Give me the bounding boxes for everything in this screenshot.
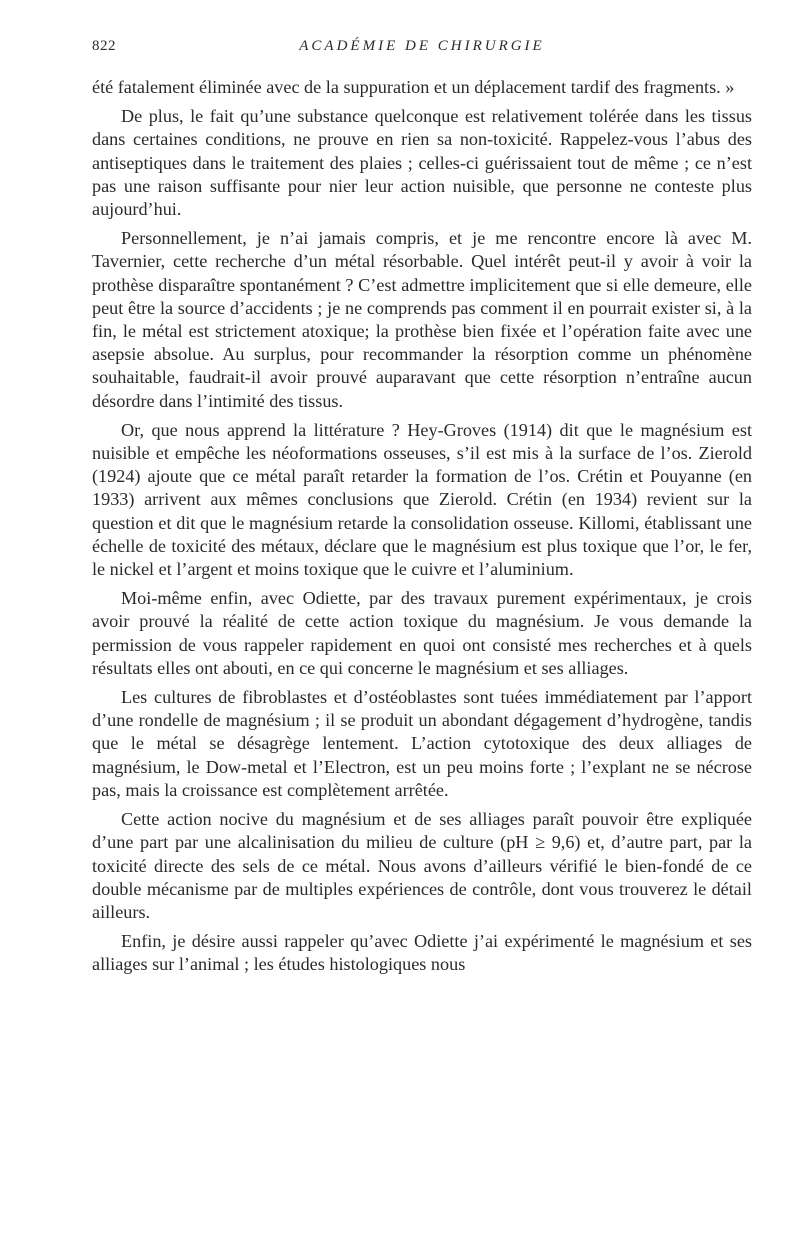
page-number: 822 (92, 38, 116, 54)
paragraph-truncated: Enfin, je désire aussi rappeler qu’avec Odiette j’ai expérimenté le magnésium et ses alliages sur l’animal ; les études histologiques nous (92, 931, 752, 975)
paragraph: De plus, le fait qu’une substance quelconque est relativement tolérée dans les tissus dans certaines conditions, ne prouve en rien sa non-toxicité. Rappelez-vous l’abus des antiseptiques dans le traitement des plaies ; celles-ci guérissaient tout de même ; ce n’est pas une raison suffisante pour nier leur action nuisible, que personne ne conteste plus aujourd’hui. (92, 106, 752, 220)
document-page (92, 38, 752, 983)
paragraph: Personnellement, je n’ai jamais compris, et je me rencontre encore là avec M. Tavernier, cette recherche d’un métal résorbable. Quel intérêt peut-il y avoir à voir la prothèse disparaître spontanément ? C’est admettre implicitement que si elle demeure, elle peut être la source d’accidents ; je ne comprends pas comment il en pourrait exister si, à la fin, le métal est strictement atoxique; la prothèse bien fixée et l’opération faite avec une asepsie absolue. Au surplus, pour recommander la résorption comme un phénomène souhaitable, faudrait-il avoir prouvé auparavant que cette résorption n’entraîne aucun désordre dans l’intimité des tissus. (92, 228, 752, 411)
page-header (92, 38, 752, 62)
paragraph: Cette action nocive du magnésium et de ses alliages paraît pouvoir être expliquée d’une part par une alcalinisation du milieu de culture (pH ≥ 9,6) et, d’autre part, par la toxicité directe des sels de ce métal. Nous avons d’ailleurs vérifié le bien-fondé de ce double mécanisme par de multiples expériences de contrôle, dont vous trouverez le détail ailleurs. (92, 809, 752, 922)
paragraph-continuation: été fatalement éliminée avec de la suppuration et un déplacement tardif des fragments. » (92, 77, 735, 97)
paragraph: Les cultures de fibroblastes et d’ostéoblastes sont tuées immédiatement par l’apport d’une rondelle de magnésium ; il se produit un abondant dégagement d’hydrogène, tandis que le métal se désagrège lentement. L’action cytotoxique des deux alliages de magnésium, le Dow-metal et l’Electron, est un peu moins forte ; l’explant ne se nécrose pas, mais la croissance est complètement arrêtée. (92, 687, 752, 800)
paragraph: Moi-même enfin, avec Odiette, par des travaux purement expérimentaux, je crois avoir prouvé la réalité de cette action toxique du magnésium. Je vous demande la permission de vous rappeler rapidement en quoi ont consisté mes recherches et à quels résultats elles ont abouti, en ce qui concerne le magnésium et ses alliages. (92, 588, 752, 678)
running-title: ACADÉMIE DE CHIRURGIE (299, 38, 545, 54)
paragraph: Or, que nous apprend la littérature ? Hey-Groves (1914) dit que le magnésium est nuisible et empêche les néoformations osseuses, s’il est mis à la surface de l’os. Zierold (1924) ajoute que ce métal paraît retarder la formation de l’os. Crétin et Pouyanne (en 1933) arrivent aux mêmes conclusions que Zierold. Crétin (en 1934) revient sur la question et dit que le magnésium retarde la consolidation osseuse. Killomi, établissant une échelle de toxicité des métaux, déclare que le magnésium est plus toxique que l’or, le fer, le nickel et l’argent et moins toxique que le cuivre et l’aluminium. (92, 419, 752, 580)
body-text (92, 76, 752, 977)
